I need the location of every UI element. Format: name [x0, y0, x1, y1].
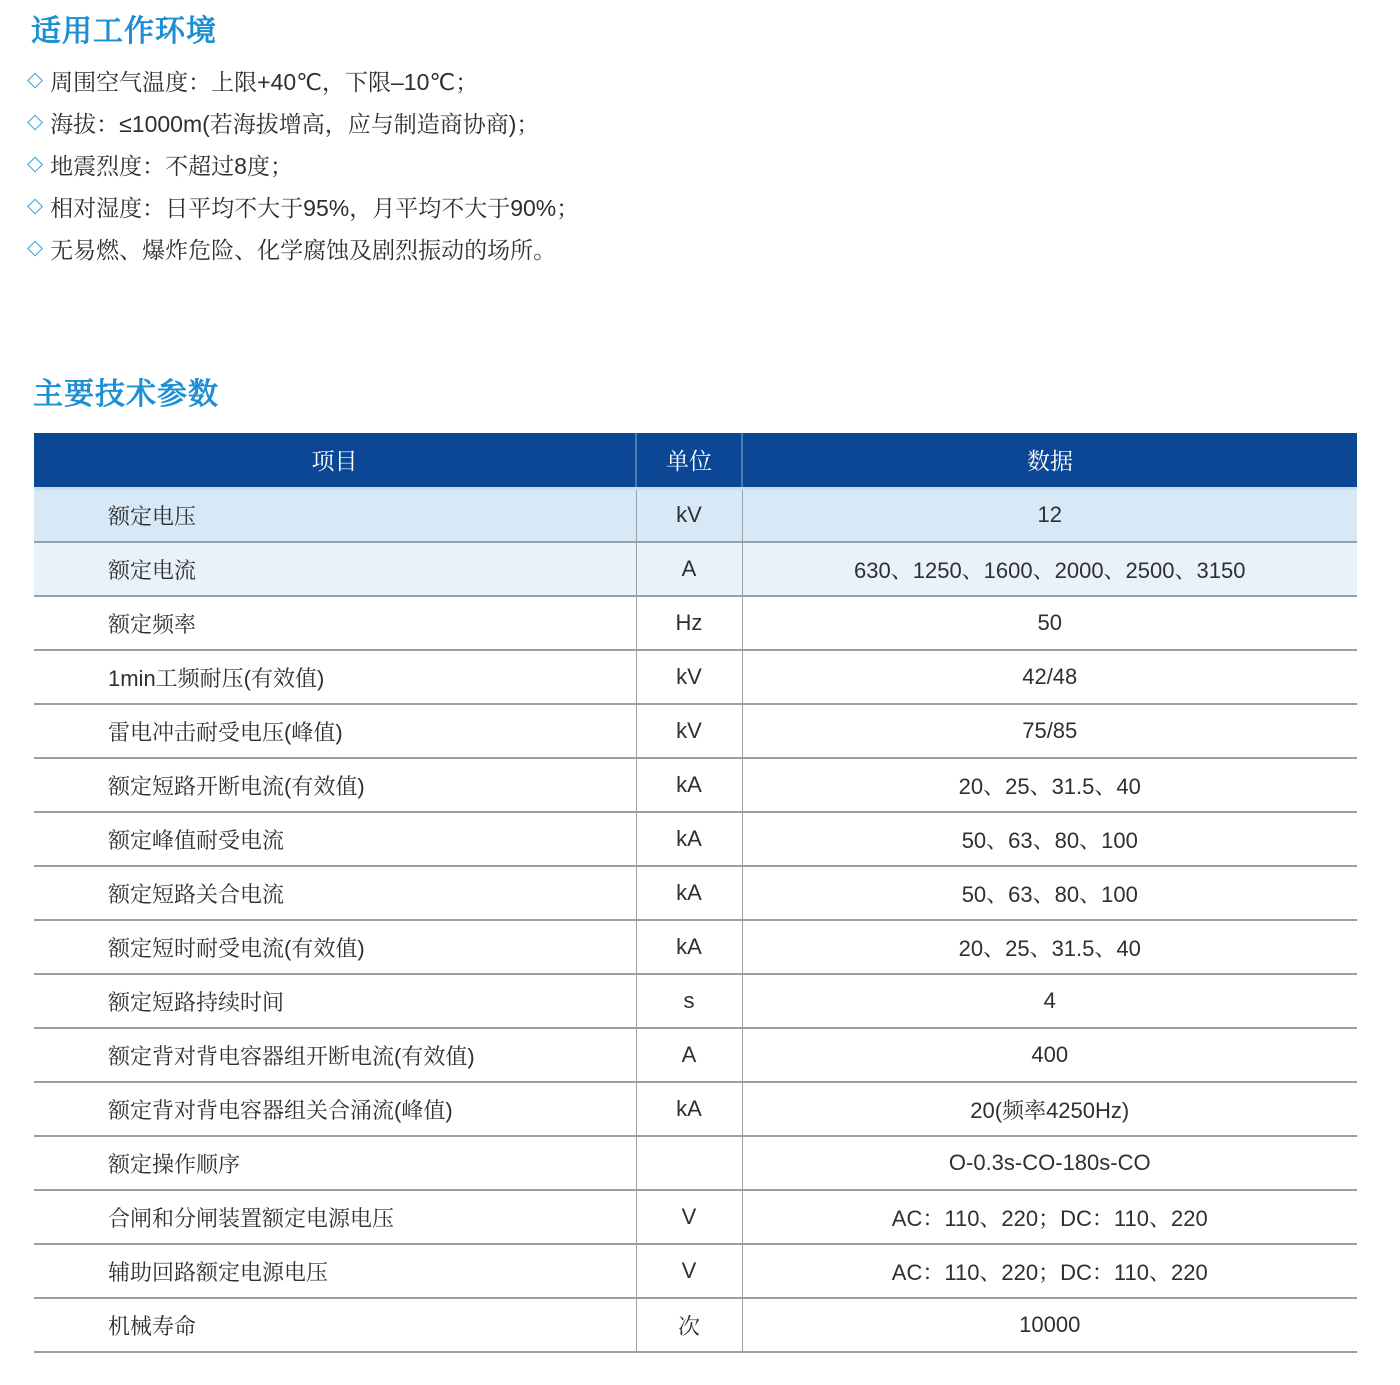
environment-item-text: 无易燃、爆炸危险、化学腐蚀及剧烈振动的场所。 — [50, 236, 557, 263]
cell-item: 额定短路关合电流 — [34, 866, 636, 920]
cell-unit: kV — [636, 650, 742, 704]
table-row — [34, 974, 1357, 1028]
environment-item-text: 相对湿度：日平均不大于95%，月平均不大于90%； — [50, 194, 580, 221]
table-header-row — [34, 433, 1357, 488]
cell-value: 20、25、31.5、40 — [742, 920, 1357, 974]
environment-item-text: 海拔：≤1000m(若海拔增高，应与制造商协商)； — [50, 110, 540, 137]
cell-item: 额定背对背电容器组开断电流(有效值) — [34, 1028, 636, 1082]
cell-unit — [636, 1136, 742, 1190]
cell-value: 10000 — [742, 1298, 1357, 1352]
cell-item: 额定电流 — [34, 542, 636, 596]
table-row — [34, 758, 1357, 812]
cell-item: 额定操作顺序 — [34, 1136, 636, 1190]
environment-list-item — [27, 185, 579, 227]
cell-value: 400 — [742, 1028, 1357, 1082]
cell-unit: kV — [636, 704, 742, 758]
cell-unit: kA — [636, 920, 742, 974]
cell-item: 额定背对背电容器组关合涌流(峰值) — [34, 1082, 636, 1136]
cell-unit: V — [636, 1244, 742, 1298]
diamond-bullet-icon: ◇ — [27, 235, 44, 259]
table-body — [34, 488, 1357, 1352]
cell-item: 雷电冲击耐受电压(峰值) — [34, 704, 636, 758]
cell-unit: Hz — [636, 596, 742, 650]
cell-value: 75/85 — [742, 704, 1357, 758]
cell-value: O-0.3s-CO-180s-CO — [742, 1136, 1357, 1190]
cell-value: 50 — [742, 596, 1357, 650]
cell-value: 12 — [742, 488, 1357, 542]
cell-unit: 次 — [636, 1298, 742, 1352]
cell-item: 额定峰值耐受电流 — [34, 812, 636, 866]
cell-item: 机械寿命 — [34, 1298, 636, 1352]
table-row — [34, 542, 1357, 596]
cell-item: 额定短路开断电流(有效值) — [34, 758, 636, 812]
column-header-item: 项目 — [34, 433, 636, 488]
column-header-data: 数据 — [742, 433, 1357, 488]
cell-value: 630、1250、1600、2000、2500、3150 — [742, 542, 1357, 596]
table-row — [34, 812, 1357, 866]
cell-value: AC：110、220；DC：110、220 — [742, 1190, 1357, 1244]
section-title-parameters: 主要技术参数 — [33, 378, 219, 411]
column-header-unit: 单位 — [636, 433, 742, 488]
environment-item-text: 周围空气温度：上限+40℃，下限–10℃； — [50, 68, 479, 95]
cell-item: 额定频率 — [34, 596, 636, 650]
table-row — [34, 1190, 1357, 1244]
cell-unit: kA — [636, 1082, 742, 1136]
cell-item: 额定短时耐受电流(有效值) — [34, 920, 636, 974]
section-title-environment: 适用工作环境 — [31, 15, 217, 48]
environment-list-item — [27, 59, 579, 101]
cell-value: 20、25、31.5、40 — [742, 758, 1357, 812]
environment-item-text: 地震烈度：不超过8度； — [50, 152, 293, 179]
cell-item: 1min工频耐压(有效值) — [34, 650, 636, 704]
table-row — [34, 596, 1357, 650]
cell-unit: kA — [636, 812, 742, 866]
diamond-bullet-icon: ◇ — [27, 109, 44, 133]
cell-value: 50、63、80、100 — [742, 866, 1357, 920]
table-row — [34, 1136, 1357, 1190]
cell-item: 辅助回路额定电源电压 — [34, 1244, 636, 1298]
environment-list — [27, 59, 579, 269]
cell-item: 合闸和分闸装置额定电源电压 — [34, 1190, 636, 1244]
table-row — [34, 704, 1357, 758]
table-row — [34, 488, 1357, 542]
cell-unit: A — [636, 1028, 742, 1082]
environment-list-item — [27, 143, 579, 185]
table-row — [34, 866, 1357, 920]
cell-value: 50、63、80、100 — [742, 812, 1357, 866]
cell-unit: kA — [636, 866, 742, 920]
cell-unit: kA — [636, 758, 742, 812]
cell-item: 额定短路持续时间 — [34, 974, 636, 1028]
table-row — [34, 920, 1357, 974]
cell-unit: A — [636, 542, 742, 596]
parameters-table — [34, 433, 1357, 1353]
table-row — [34, 1028, 1357, 1082]
environment-list-item — [27, 227, 579, 269]
cell-value: AC：110、220；DC：110、220 — [742, 1244, 1357, 1298]
environment-list-item — [27, 101, 579, 143]
diamond-bullet-icon: ◇ — [27, 67, 44, 91]
table-row — [34, 1298, 1357, 1352]
table-row — [34, 1082, 1357, 1136]
diamond-bullet-icon: ◇ — [27, 193, 44, 217]
cell-unit: s — [636, 974, 742, 1028]
table-row — [34, 650, 1357, 704]
cell-unit: V — [636, 1190, 742, 1244]
cell-value: 4 — [742, 974, 1357, 1028]
diamond-bullet-icon: ◇ — [27, 151, 44, 175]
cell-value: 42/48 — [742, 650, 1357, 704]
table-row — [34, 1244, 1357, 1298]
cell-unit: kV — [636, 488, 742, 542]
cell-item: 额定电压 — [34, 488, 636, 542]
cell-value: 20(频率4250Hz) — [742, 1082, 1357, 1136]
